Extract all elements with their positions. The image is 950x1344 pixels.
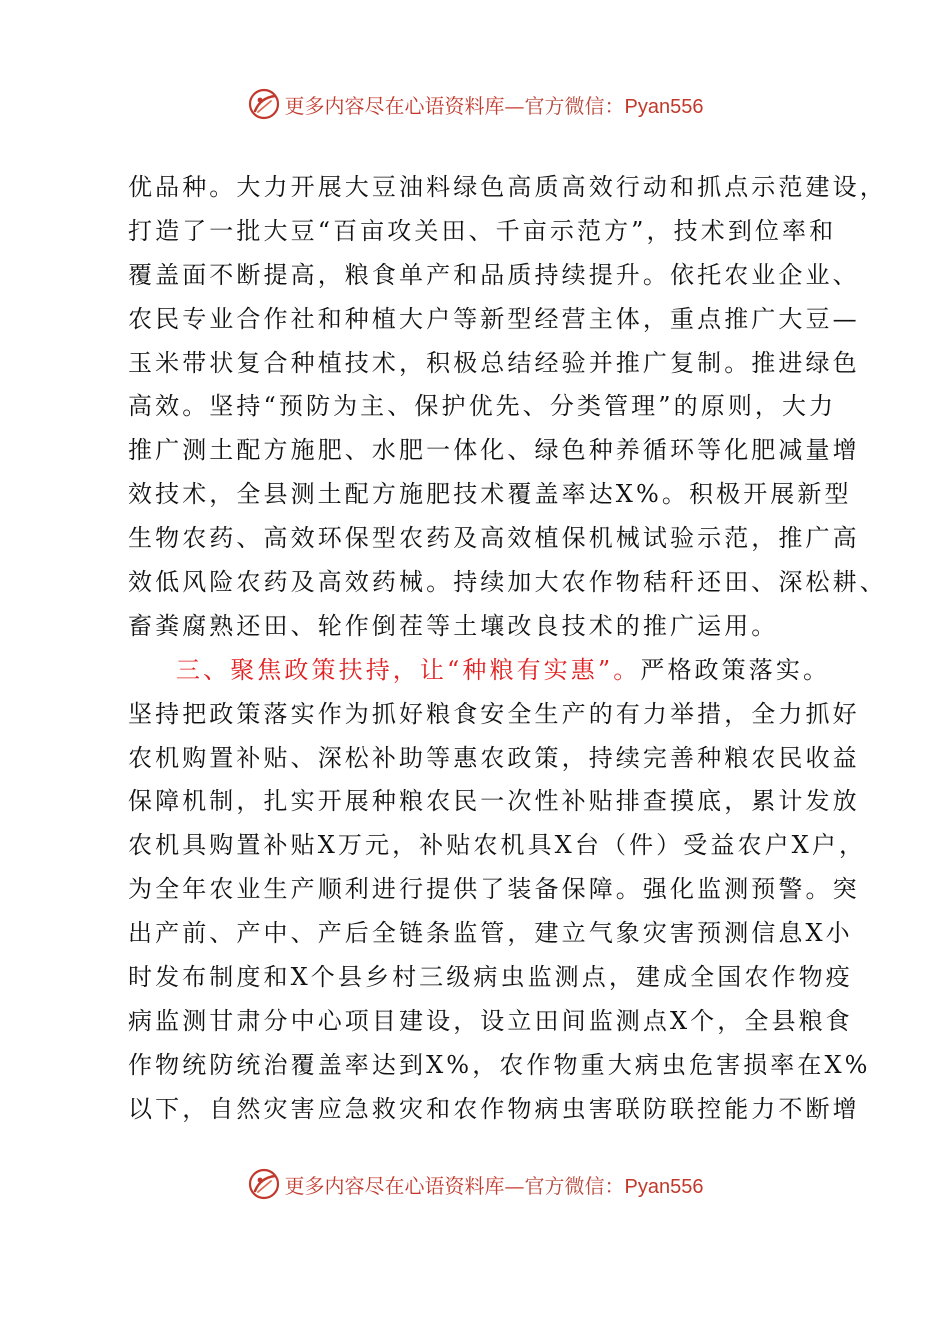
section-3 bbox=[128, 649, 871, 1132]
text-line: 效技术，全县测土配方施肥技术覆盖率达X%。积极开展新型 bbox=[128, 480, 852, 509]
header-banner bbox=[0, 84, 950, 124]
section-3-heading: 三、聚焦政策扶持，让“种粮有实惠”。 bbox=[176, 655, 641, 684]
text-line: 为全年农业生产顺利进行提供了装备保障。强化监测预警。突 bbox=[128, 875, 860, 904]
section-3-first-line bbox=[128, 649, 848, 693]
text-line: 以下，自然灾害应急救灾和农作物病虫害联防联控能力不断增 bbox=[128, 1094, 860, 1123]
paragraph-1 bbox=[128, 166, 887, 649]
text-line: 覆盖面不断提高，粮食单产和品质持续提升。依托农业企业、 bbox=[128, 260, 860, 289]
brand-logo-icon bbox=[247, 87, 281, 121]
footer-brand: 更多内容尽在心语资料库 bbox=[284, 1173, 505, 1198]
footer-banner bbox=[0, 1164, 950, 1204]
footer-wechat-id: Pyan556 bbox=[624, 1175, 704, 1198]
text-line: 保障机制，扎实开展种粮农民一次性补贴排查摸底，累计发放 bbox=[128, 787, 860, 816]
footer-banner-text bbox=[285, 1170, 704, 1199]
text-line: 病监测甘肃分中心项目建设，设立田间监测点X个，全县粮食 bbox=[128, 1006, 853, 1035]
text-line: 农机具购置补贴X万元，补贴农机具X台（件）受益农户X户， bbox=[128, 831, 867, 860]
section-3-first-line-rest: 严格政策落实。 bbox=[640, 655, 831, 684]
text-line: 高效。坚持“预防为主、保护优先、分类管理”的原则，大力 bbox=[128, 392, 837, 421]
footer-wechat-label: 官方微信： bbox=[524, 1173, 625, 1198]
text-line: 打造了一批大豆“百亩攻关田、千亩示范方”，技术到位率和 bbox=[128, 216, 837, 245]
text-line: 效低风险农药及高效药械。持续加大农作物秸秆还田、深松耕、 bbox=[128, 568, 887, 597]
text-line: 出产前、产中、产后全链条监管，建立气象灾害预测信息X小 bbox=[128, 919, 853, 948]
brand-logo-icon bbox=[247, 1167, 281, 1201]
footer-separator: — bbox=[504, 1173, 525, 1198]
header-brand: 更多内容尽在心语资料库 bbox=[284, 93, 505, 118]
text-line: 作物统防统治覆盖率达到X%，农作物重大病虫危害损率在X% bbox=[128, 1050, 871, 1079]
text-line: 坚持把政策落实作为抓好粮食安全生产的有力举措，全力抓好 bbox=[128, 699, 860, 728]
text-line: 玉米带状复合种植技术，积极总结经验并推广复制。推进绿色 bbox=[128, 348, 860, 377]
text-line: 畜粪腐熟还田、轮作倒茬等土壤改良技术的推广运用。 bbox=[128, 611, 779, 640]
header-wechat-label: 官方微信： bbox=[524, 93, 625, 118]
text-line: 农机购置补贴、深松补助等惠农政策，持续完善种粮农民收益 bbox=[128, 743, 860, 772]
header-wechat-id: Pyan556 bbox=[624, 95, 704, 118]
document-body bbox=[128, 166, 887, 1132]
header-separator: — bbox=[504, 93, 525, 118]
text-line: 推广测土配方施肥、水肥一体化、绿色种养循环等化肥减量增 bbox=[128, 436, 860, 465]
text-line: 生物农药、高效环保型农药及高效植保机械试验示范，推广高 bbox=[128, 524, 860, 553]
text-line: 优品种。大力开展大豆油料绿色高质高效行动和抓点示范建设， bbox=[128, 173, 887, 201]
text-line: 时发布制度和X个县乡村三级病虫监测点，建成全国农作物疫 bbox=[128, 963, 853, 992]
header-banner-text bbox=[285, 90, 704, 119]
text-line: 农民专业合作社和种植大户等新型经营主体，重点推广大豆— bbox=[128, 304, 860, 333]
